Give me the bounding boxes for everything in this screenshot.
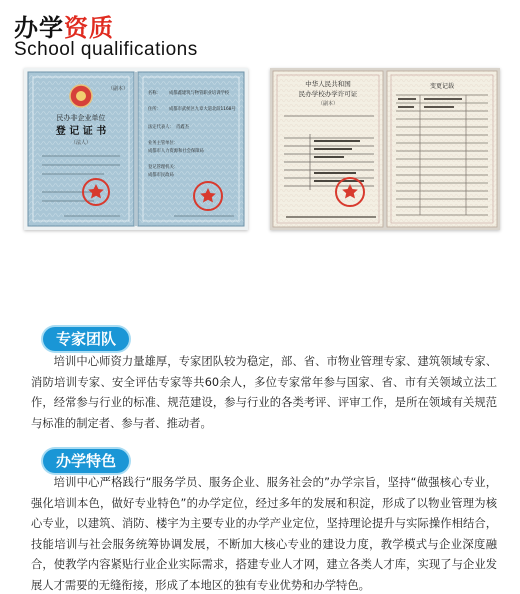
cert-field-value-1: 成都鑫建筑与物管职业培训学校	[169, 91, 230, 96]
license-header-line1: 中华人民共和国	[305, 80, 351, 88]
section-label-school-features: 办学特色	[43, 449, 129, 473]
page-title-part1: 办学	[14, 14, 64, 42]
cert-header-line1: 民办非企业单位	[56, 114, 106, 122]
license-change-record-header: 变更记载	[429, 83, 455, 90]
cert-field-label-1: 名称：	[148, 91, 161, 96]
registration-certificate-image	[24, 68, 248, 230]
school-license-image	[270, 68, 500, 230]
page-subtitle: School qualifications	[14, 39, 198, 60]
cert-field-value-2: 成都市武侯区九章大道北段1168号	[169, 107, 236, 112]
cert-field-label-5: 登记管理机关：	[148, 165, 179, 170]
cert-header-line3: （法人）	[70, 140, 92, 146]
cert-field-label-2: 住所：	[148, 107, 161, 112]
section-text-expert-team: 培训中心师资力量雄厚，专家团队较为稳定，部、省、市物业管理专家、建筑领域专家、消防培训专家、安全评估专家等共60余人，多位专家常年参与国家、省、市有关领域立法工作，经常参与行业的标准、规范建设，参与行业的各类考评、评审工作，是所在领域有关规范与标准的制定者、参与者、推动者。	[31, 355, 497, 430]
license-header-line2: 民办学校办学许可证	[298, 90, 358, 98]
cert-field-value-5: 成都市民政局	[148, 173, 174, 178]
cert-header-line2: 登 记 证 书	[55, 126, 107, 137]
cert-field-value-4: 成都市人力资源和社会保障局	[148, 149, 204, 154]
section-label-expert-team: 专家团队	[43, 327, 129, 351]
section-text-school-features: 培训中心严格践行“服务学员、服务企业、服务社会的”办学宗旨，坚持“做强核心专业，强化培训本色，做好专业特色”的办学定位，经过多年的发展和积淀，形成了以物业管理为核心专业，以建筑、消防、楼宇为主要专业的办学产业定位，坚持理论提升与实际操作相结合，技能培训与社会服务统筹协调发展，不断加大核心专业的建设力度，教学模式与企业深度融合，使教学内容紧贴行业企业实际需求，搭建专业人才网，建立各类人才库，实现了与企业发展人才需要的无缝衔接，形成了本地区的独有专业优势和办学特色。	[31, 476, 497, 592]
page-title	[14, 8, 114, 43]
license-header-line3: （副本）	[317, 101, 339, 107]
cert-field-label-3: 法定代表人：	[148, 125, 174, 130]
cert-top-note: （副本）	[108, 86, 129, 92]
cert-field-label-4: 业务主管单位：	[148, 141, 179, 146]
page-title-part2: 资质	[64, 14, 114, 42]
cert-field-value-3: 肖鑫杰	[176, 125, 189, 130]
